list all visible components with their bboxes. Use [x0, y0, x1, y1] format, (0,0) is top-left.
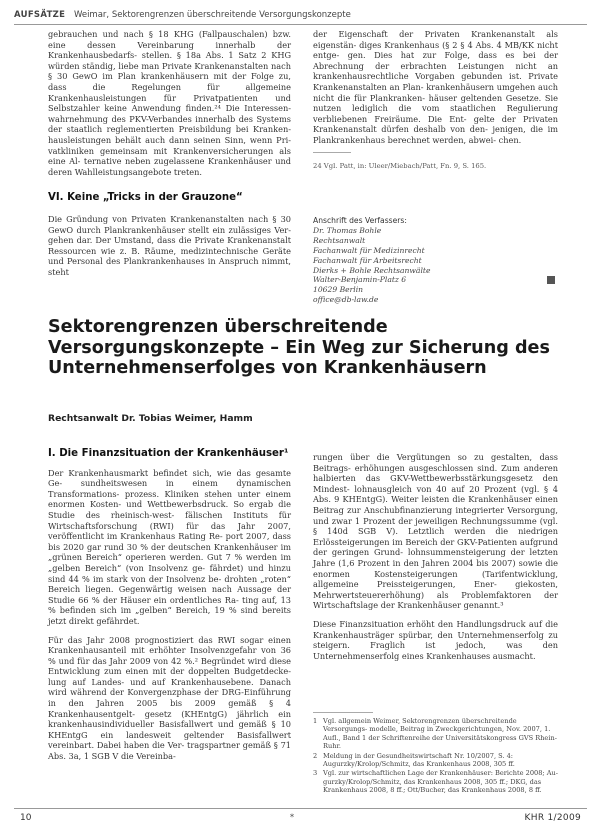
top-right-column — [313, 29, 558, 171]
section-heading-i: I. Die Finanzsituation der Krankenhäuser¹ — [48, 448, 289, 459]
journal-citation: KHR 1/2009 — [524, 813, 581, 823]
bottom-right-column — [313, 452, 558, 661]
running-head-text: Weimar, Sektorengrenzen überschreitende Versorgungskonzepte — [73, 10, 351, 20]
footnote-divider — [313, 152, 351, 153]
running-head-section: AUFSÄTZE — [14, 10, 66, 20]
author-line: Walter-Benjamin-Platz 6 — [313, 275, 407, 285]
bottom-right-paragraph-1: rungen über die Vergütungen so zu gestalten, dass Beitrags- erhöhungen ausgeschlossen sind. Zum anderen halbierten das GKV-Wettbewerbsstärkungsgesetz den Mindest- lohnausgleich von 40 auf 20 Prozent (vgl. § 4 Abs. 9 KHEntgG). Weiter leisten die Krankenhäuser einen Beitrag zur Anschubfinanzierung integrierter Versorgung, und zwar 1 Prozent der jeweiligen Rechnungssumme (vgl. § 140d SGB V). Letztlich werden die niedrigen Erlössteigerungen im Bereich der GKV-Patienten aufgrund der geringen Grund- lohnsummensteigerung der letzten Jahre (1,6 Prozent in den Jahren 2004 bis 2007) sowie die enormen Kostensteigerungen (Tarifentwicklung, allgemeine Preissteigerungen, Ener- giekosten, Mehrwertsteuererhöhung) als Problemfaktoren der Wirtschaftslage der Krankenhäuser genannt.³ — [313, 452, 558, 611]
page-number: 10 — [20, 813, 32, 823]
bottom-left-paragraph-2: Für das Jahr 2008 prognostiziert das RWI sogar einen Krankenhausanteil mit erhöhter Insolvenzgefahr von 36 % und für das Jahr 2009 von 42 %.² Begründet wird diese Entwicklung zum einen mit der doppelten Budgetdecke- lung auf Landes- und auf Krankenhausebene. Danach wird während der Konvergenzphase der DRG-Einführung in den Jahren 2005 bis 2009 gemäß § 4 Krankenhausentgelt- gesetz (KHEntgG) jährlich ein krankenhausindividueller Basisfallwert und gemäß § 10 KHEntgG ein landesweit geltender Basisfallwert vereinbart. Dabei haben die Ver- tragspartner gemäß § 71 Abs. 3a, 1 SGB V die Vereinba- — [48, 634, 291, 762]
author-line: Dr. Thomas Bohle — [313, 225, 382, 235]
bottom-left-column — [48, 449, 291, 762]
article-author: Rechtsanwalt Dr. Tobias Weimer, Hamm — [48, 413, 253, 424]
end-of-article-mark — [547, 276, 555, 284]
footnote-text: Vgl. zur wirtschaftlichen Lage der Krankenhäuser: Berichte 2008; Au- gurzky/Krolop/Schmitz, das Krankenhaus 2008, 305 ff.; DKG, das Krankenhaus 2008, 8 ff.; Ott/Bucher, das Krankenhaus 2008, 8 ff. — [323, 769, 558, 795]
article-title: Sektorengrenzen überschreitende Versorgungskonzepte – Ein Weg zur Sicherung des Unternehmenserfolges von Krankenhäusern — [48, 317, 550, 378]
top-right-paragraph: der Eigenschaft der Privaten Krankenanstalt als eigenstän- diges Krankenhaus (§ 2 § 4 Abs. 4 MB/KK nicht entge- gen. Dies hat zur Folge, dass es bei der Abrechnung der erbrachten Leistungen nicht an krankenhausrechtliche Vorgaben gebunden ist. Private Krankenanstalten an Plan- krankenhäusern umgehen auch nicht die für Plankranken- häuser geltenden Gesetze. Sie nutzen lediglich die vom staatlichen Regulierung verbliebenen Freiräume. Die Ent- gelte der Privaten Krankenanstalt dürfen deshalb von den- jenigen, die im Plankrankenhaus berechnet werden, abwei- chen. — [313, 29, 558, 145]
top-left-paragraph: gebrauchen und nach § 18 KHG (Fallpauschalen) bzw. eine dessen Vereinbarung innerhalb der Krankenhausbedarfs- stellen. § 18a Abs. 1 Satz 2 KHG würden ständig, liebe man Private Krankenanstalten nach § 30 GewO im Plan krankenhäusern mit der Folge zu, dass die Regelungen für allgemeine Krankenhausleistungen für Privatpatienten und Selbstzahler keine Anwendung finden.²⁴ Die Interessen- wahrnehmung des PKV-Verbandes innerhalb des Systems der staatlich reglementierten Preisbildung bei Kranken- hausleistungen behält auch dann seinen Sinn, wenn Pri- vatkliniken gemeinsam mit Krankenversicherungen als eine Al- ternative neben zugelassene Krankenhäuser und deren Wahlleistungsangebote treten. — [48, 29, 291, 177]
author-line: Fachanwalt für Medizinrecht — [313, 245, 425, 255]
footnote-number: 1 — [313, 717, 318, 725]
author-line: 10629 Berlin — [313, 285, 364, 295]
top-left-paragraph-2: Die Gründung von Privaten Krankenanstalten nach § 30 GewO durch Plankrankenhäuser stellt ein zulässiges Ver- gehen dar. Der Umstand, dass die Private Krankenanstalt Ressourcen wie z. B. Räume, medizintechnische Geräte und Personal des Plankrankenhauses in Anspruch nimmt, steht — [48, 213, 291, 277]
footnote-item — [313, 769, 558, 794]
author-line: Fachanwalt für Arbeitsrecht — [313, 255, 422, 265]
footnote-number: 2 — [313, 751, 318, 760]
bottom-left-paragraph-1: Der Krankenhausmarkt befindet sich, wie das gesamte Ge- sundheitswesen in einem dynamischen Transformations- prozess. Kliniken stehen unter einem enormen Kosten- und Wettbewerbsdruck. So ergab die Studie des rheinisch-west- fälischen Instituts für Wirtschaftsforschung (RWI) für das Jahr 2007, veröffentlicht im Krankenhaus Rating Re- port 2007, dass bis 2020 gar rund 30 % der deutschen Krankenhäuser im „grünen Bereich“ operieren werden. Gut 7 % werden im „gelben Bereich“ (von Insolvenz ge- fährdet) und hinzu sind 44 % im stark von der Insolvenz be- drohten „roten“ Bereich liegen. Gegenwärtig weisen nach Aussage der Studie 66 % der Häuser ein ordentliches Ra- ting auf, 13 % befinden sich im „gelben“ Bereich, 19 % sind bereits jetzt direkt gefährdet. — [48, 467, 291, 626]
section-heading-vi: VI. Keine „Tricks in der Grauzone“ — [48, 192, 243, 204]
top-left-column — [48, 29, 291, 277]
footer-divider — [14, 808, 587, 809]
author-address-title: Anschrift des Verfassers: — [313, 216, 407, 225]
header-divider — [14, 24, 587, 25]
footer-star: * — [290, 813, 294, 822]
bottom-right-paragraph-2: Diese Finanzsituation erhöht den Handlungsdruck auf die Krankenhausträger spürbar, den Unternehmenserfolg zu steigern. Fraglich ist jedoch, was den Unternehmenserfolg eines Krankenhauses ausmacht. — [313, 618, 558, 661]
author-line: Rechtsanwalt — [313, 235, 366, 245]
footnotes — [313, 712, 558, 796]
author-email: office@db-law.de — [313, 295, 379, 305]
footnote-text: Vgl. allgemein Weimer, Sektorengrenzen überschreitende Versorgungs- modelle, Beitrag in Zweckgerichtungen, Nov. 2007, 1. Aufl., Band 1 der Schriftenreihe der Universitätskongress GVS Rhein-Ruhr. — [323, 717, 557, 751]
running-head — [14, 10, 351, 20]
author-line: Dierks + Bohle Rechtsanwälte — [313, 265, 431, 275]
footnote-text: Meldung in der Gesundheitswirtschaft Nr. 10/2007, S. 4: Augurzky/Krolop/Schmitz, das Krankenhaus 2008, 305 ff. — [323, 751, 515, 769]
footnote-item — [313, 752, 558, 769]
footnote-item — [313, 717, 558, 751]
footnotes-divider — [313, 712, 373, 713]
author-address-box — [313, 216, 558, 305]
footnote-number: 3 — [313, 769, 318, 778]
footnote-24: 24 Vgl. Patt, in: Uleer/Miebach/Patt, Fn. 9, S. 165. — [313, 161, 487, 170]
